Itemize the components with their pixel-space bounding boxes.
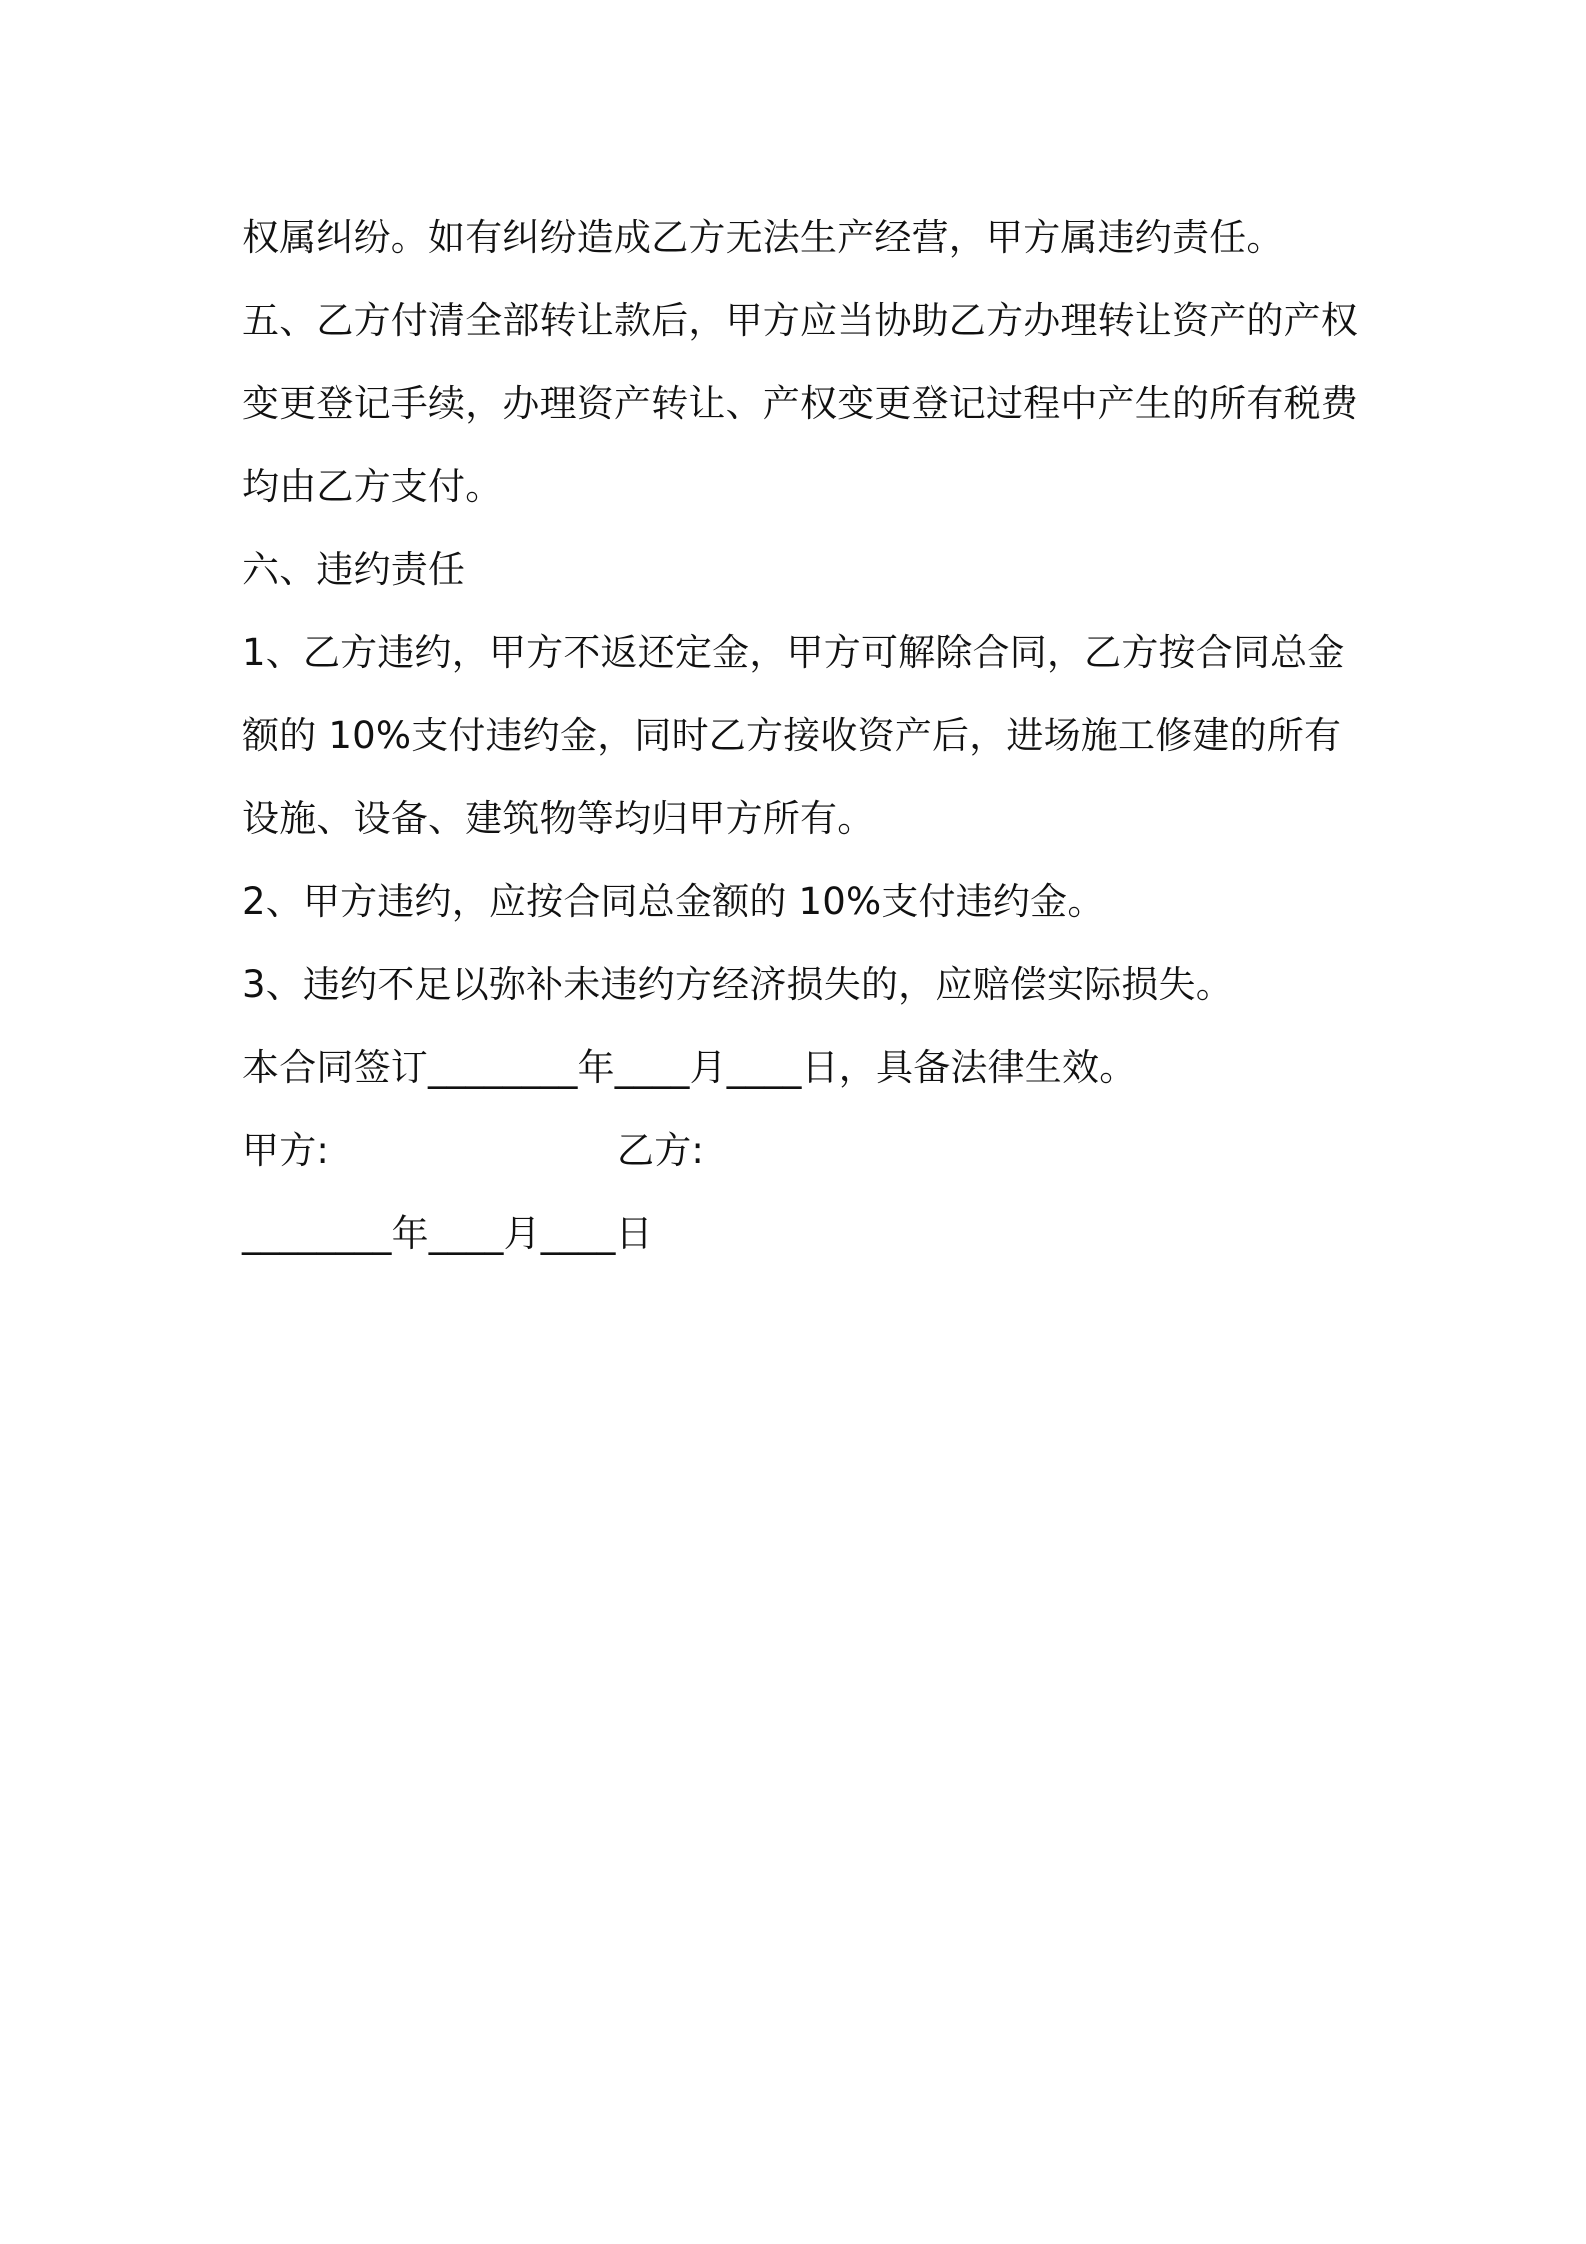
contract-text	[242, 196, 1362, 1275]
paragraph-line: 权属纠纷。如有纠纷造成乙方无法生产经营，甲方属违约责任。	[242, 216, 1284, 259]
paragraph-line: 变更登记手续，办理资产转让、产权变更登记过程中产生的所有税费	[242, 382, 1358, 425]
paragraph-line: 额的 10%支付违约金，同时乙方接收资产后，进场施工修建的所有	[242, 714, 1342, 757]
paragraph-line: 五、乙方付清全部转让款后，甲方应当协助乙方办理转让资产的产权	[242, 299, 1358, 342]
section-heading: 六、违约责任	[242, 548, 466, 591]
blank-date-line: ________年____月____日	[242, 1212, 653, 1255]
party-b-label: 乙方:	[617, 1129, 705, 1172]
paragraph-line: 3、违约不足以弥补未违约方经济损失的，应赔偿实际损失。	[242, 963, 1233, 1006]
signing-date-line: 本合同签订________年____月____日，具备法律生效。	[242, 1046, 1137, 1089]
paragraph-line: 均由乙方支付。	[242, 465, 503, 508]
paragraph-line: 设施、设备、建筑物等均归甲方所有。	[242, 797, 875, 840]
party-a-label: 甲方:	[242, 1129, 330, 1172]
paragraph-line: 2、甲方违约，应按合同总金额的 10%支付违约金。	[242, 880, 1105, 923]
paragraph-line: 1、乙方违约，甲方不返还定金，甲方可解除合同，乙方按合同总金	[242, 631, 1345, 674]
signature-line	[242, 1109, 1362, 1192]
